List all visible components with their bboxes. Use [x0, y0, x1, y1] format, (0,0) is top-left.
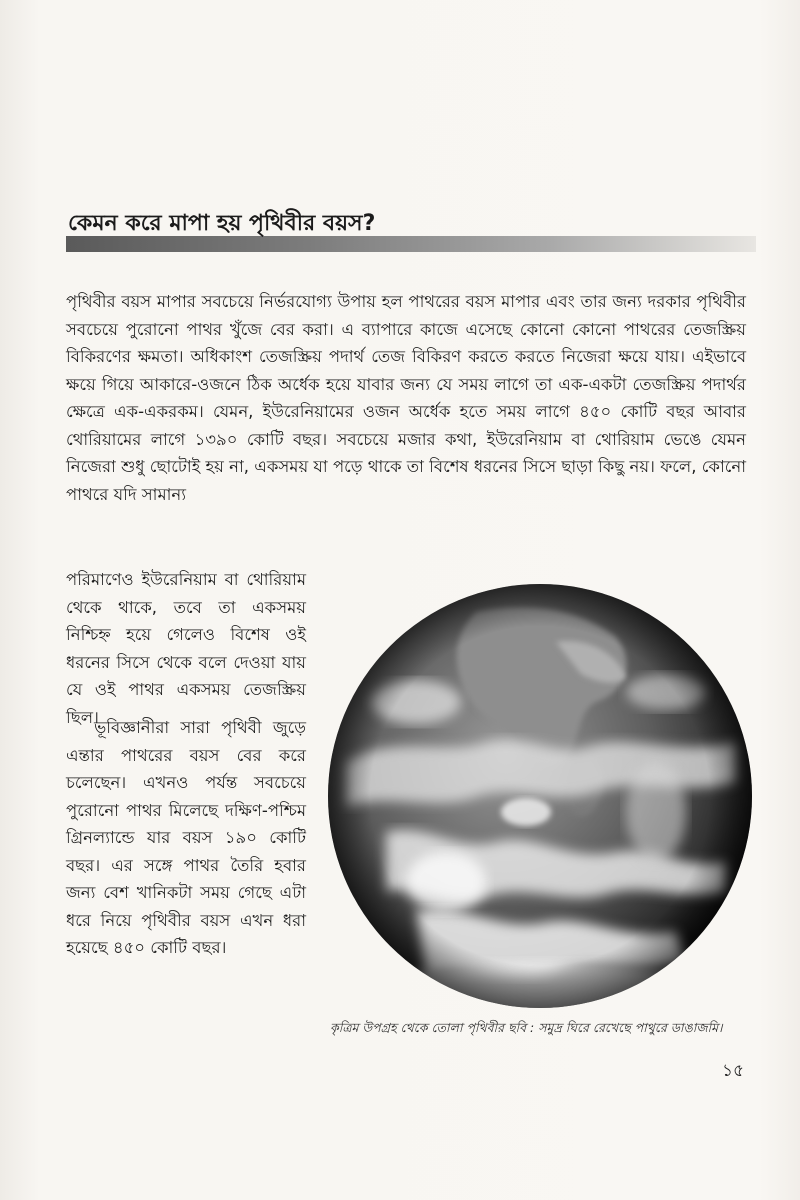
- earth-globe-icon: [326, 582, 754, 1010]
- body-paragraph-side-continued: পরিমাণেও ইউরেনিয়াম বা থোরিয়াম থেকে থাকে, তবে তা একসময় নিশ্চিহ্ন হয়ে গেলেও বিশেষ ওই ধরনের সিসে থেকে বলে দেওয়া যায় যে ওই পাথর একসময় তেজস্ক্রিয় ছিল।: [66, 570, 306, 727]
- section-heading-block: [66, 200, 756, 256]
- page-number: ১৫: [722, 1061, 745, 1081]
- body-paragraph-top: পৃথিবীর বয়স মাপার সবচেয়ে নির্ভরযোগ্য উপায় হল পাথরের বয়স মাপার এবং তার জন্য দরকার পৃথিবীর সবচেয়ে পুরোনো পাথর খুঁজে বের করা। এ ব্যাপারে কাজে এসেছে কোনো কোনো পাথরের তেজস্ক্রিয় বিকিরণের ক্ষমতা। অধিকাংশ তেজস্ক্রিয় পদার্থ তেজ বিকিরণ করতে করতে নিজেরা ক্ষয়ে যায়। এইভাবে ক্ষয়ে গিয়ে আকারে-ওজনে ঠিক অর্ধেক হয়ে যাবার জন্য যে সময় লাগে তা এক-একটা তেজস্ক্রিয় পদার্থর ক্ষেত্রে এক-একরকম। যেমন, ইউরেনিয়ামের ওজন অর্ধেক হতে সময় লাগে ৪৫০ কোটি বছর আবার থোরিয়ামের লাগে ১৩৯০ কোটি বছর। সবচেয়ে মজার কথা, ইউরেনিয়াম বা থোরিয়াম ভেঙে যেমন নিজেরা শুধু ছোটোই হয় না, একসময় যা পড়ে থাকে তা বিশেষ ধরনের সিসে ছাড়া কিছু নয়। ফলে, কোনো পাথরে যদি সামান্য: [66, 292, 746, 504]
- body-paragraph-side-second: ভূবিজ্ঞানীরা সারা পৃথিবী জুড়ে এন্তার পাথরের বয়স বের করে চলেছেন। এখনও পর্যন্ত সবচেয়ে পুরোনো পাথর মিলেছে দক্ষিণ-পশ্চিম গ্রিনল্যান্ডে যার বয়স ১৯০ কোটি বছর। এর সঙ্গে পাথর তৈরি হবার জন্য বেশ খানিকটা সময় গেছে এটা ধরে নিয়ে পৃথিবীর বয়স এখন ধরা হয়েছে ৪৫০ কোটি বছর।: [66, 718, 306, 957]
- figure-caption: কৃত্রিম উপগ্রহ থেকে তোলা পৃথিবীর ছবি : সমুদ্র ঘিরে রেখেছে পাথুরে ডাঙাজমি।: [330, 1020, 723, 1035]
- section-heading: কেমন করে মাপা হয় পৃথিবীর বয়স?: [68, 211, 376, 236]
- earth-globe-image: [326, 582, 754, 1010]
